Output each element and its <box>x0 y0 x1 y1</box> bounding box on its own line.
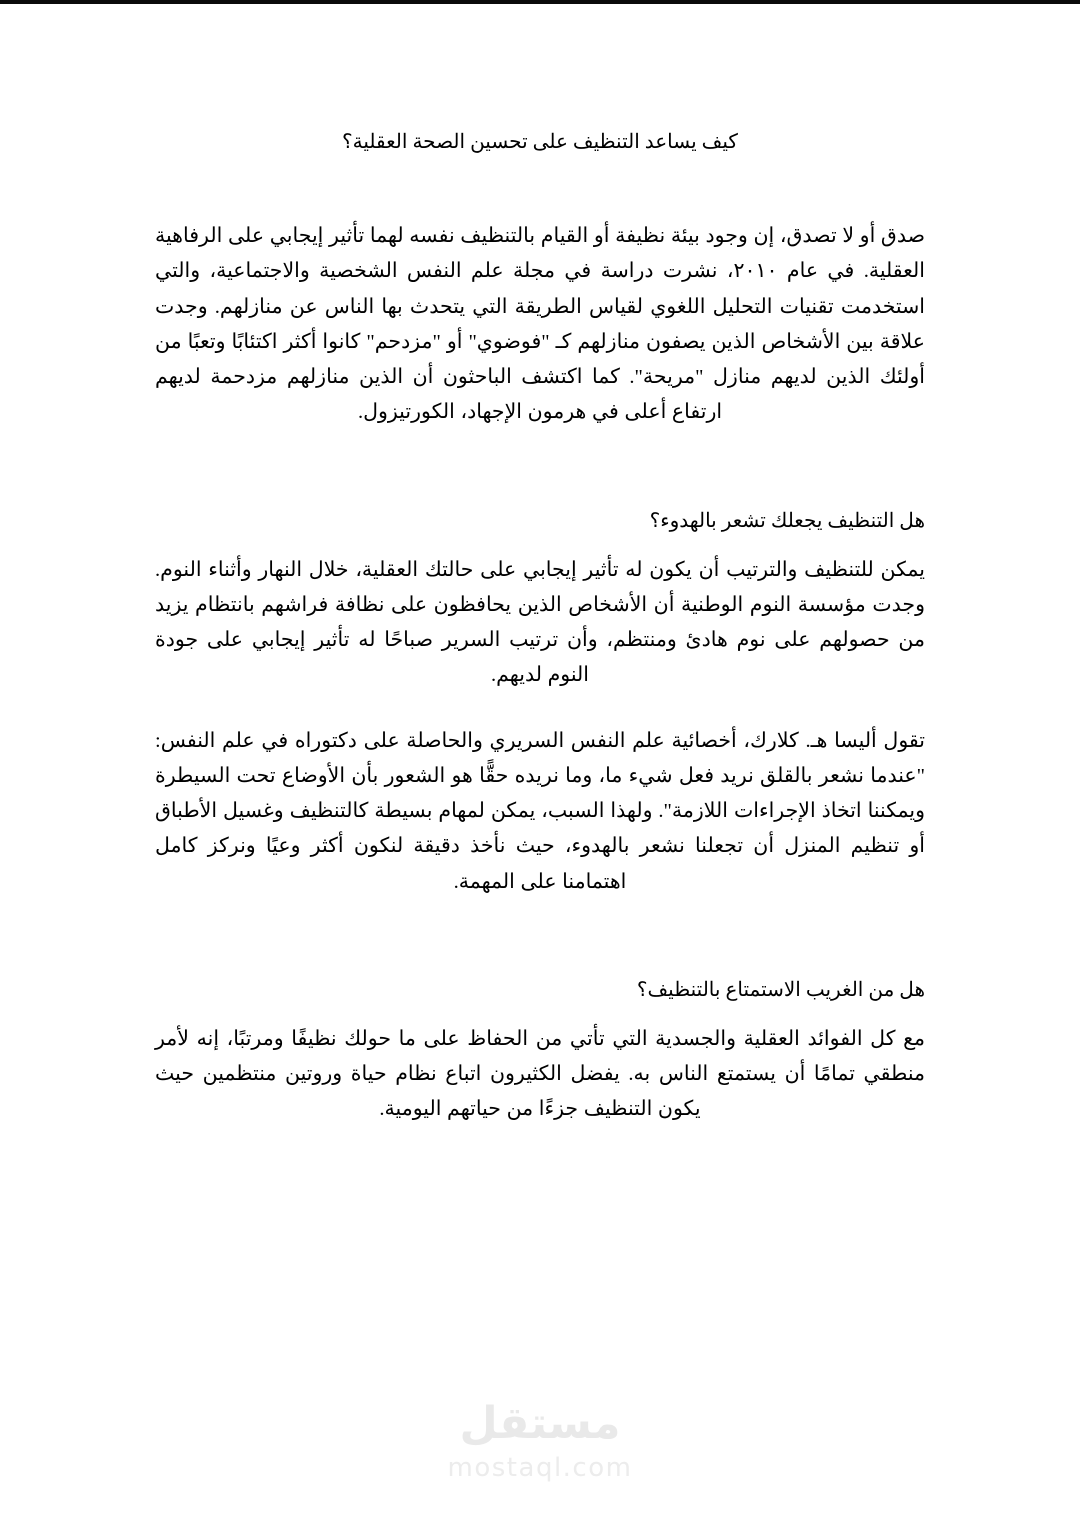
spacer <box>155 900 925 976</box>
spacer <box>155 536 925 553</box>
section-heading-enjoyment: هل من الغريب الاستمتاع بالتنظيف؟ <box>636 978 925 1001</box>
page-title: كيف يساعد التنظيف على تحسين الصحة العقلية؟ <box>342 131 738 153</box>
watermark <box>0 1398 1080 1483</box>
spacer <box>155 694 925 724</box>
spacer <box>155 431 925 507</box>
section-heading-calm: هل التنظيف يجعلك تشعر بالهدوء؟ <box>649 509 925 532</box>
page-top-rule <box>0 0 1080 4</box>
watermark-domain: mostaql.com <box>447 1453 633 1483</box>
paragraph-calm-2: تقول أليسا هـ. كلارك، أخصائية علم النفس السريري والحاصلة على دكتوراه في علم النفس: "عندما نشعر بالقلق نريد فعل شيء ما، وما نريده حقًّا هو الشعور بأن الأوضاع تحت السيطرة ويمكننا اتخاذ الإجراءات اللازمة". ولهذا السبب، يمكن لمهام بسيطة كالتنظيف وغسيل الأطباق أو تنظيم المنزل أن تجعلنا نشعر بالهدوء، حيث نأخذ دقيقة لنكون أكثر وعيًا ونركز كامل اهتمامنا على المهمة. <box>155 729 925 893</box>
paragraph-calm-1: يمكن للتنظيف والترتيب أن يكون له تأثير إيجابي على حالتك العقلية، خلال النهار وأثناء النوم. وجدت مؤسسة النوم الوطنية أن الأشخاص الذين يحافظون على نظافة فراشهم بانتظام يزيد من حصولهم على نوم هادئ ومنتظم، وأن ترتيب السرير صباحًا له تأثير إيجابي على جودة النوم لديهم. <box>155 558 925 687</box>
spacer <box>155 1005 925 1022</box>
paragraph-enjoyment-1: مع كل الفوائد العقلية والجسدية التي تأتي من الحفاظ على ما حولك نظيفًا ومرتبًا، إنه لأمر منطقي تمامًا أن يستمتع الناس به. يفضل الكثيرون اتباع نظام حياة وروتين منتظمين حيث يكون التنظيف جزءًا من حياتهم اليومية. <box>155 1027 925 1121</box>
watermark-brand-arabic: مستقل <box>459 1398 621 1449</box>
spacer <box>155 157 925 219</box>
paragraph-intro-1: صدق أو لا تصدق، إن وجود بيئة نظيفة أو القيام بالتنظيف نفسه لهما تأثير إيجابي على الرفاهية العقلية. في عام ٢٠١٠، نشرت دراسة في مجلة علم النفس الشخصية والاجتماعية، والتي استخدمت تقنيات التحليل اللغوي لقياس الطريقة التي يتحدث بها الناس عن منازلهم. وجدت علاقة بين الأشخاص الذين يصفون منازلهم كـ "فوضوي" أو "مزدحم" كانوا أكثر اكتئابًا وتعبًا من أولئك الذين لديهم منازل "مريحة". كما اكتشف الباحثون أن الذين منازلهم مزدحمة لديهم ارتفاع أعلى في هرمون الإجهاد، الكورتيزول. <box>155 225 925 424</box>
document-body <box>155 128 925 1128</box>
